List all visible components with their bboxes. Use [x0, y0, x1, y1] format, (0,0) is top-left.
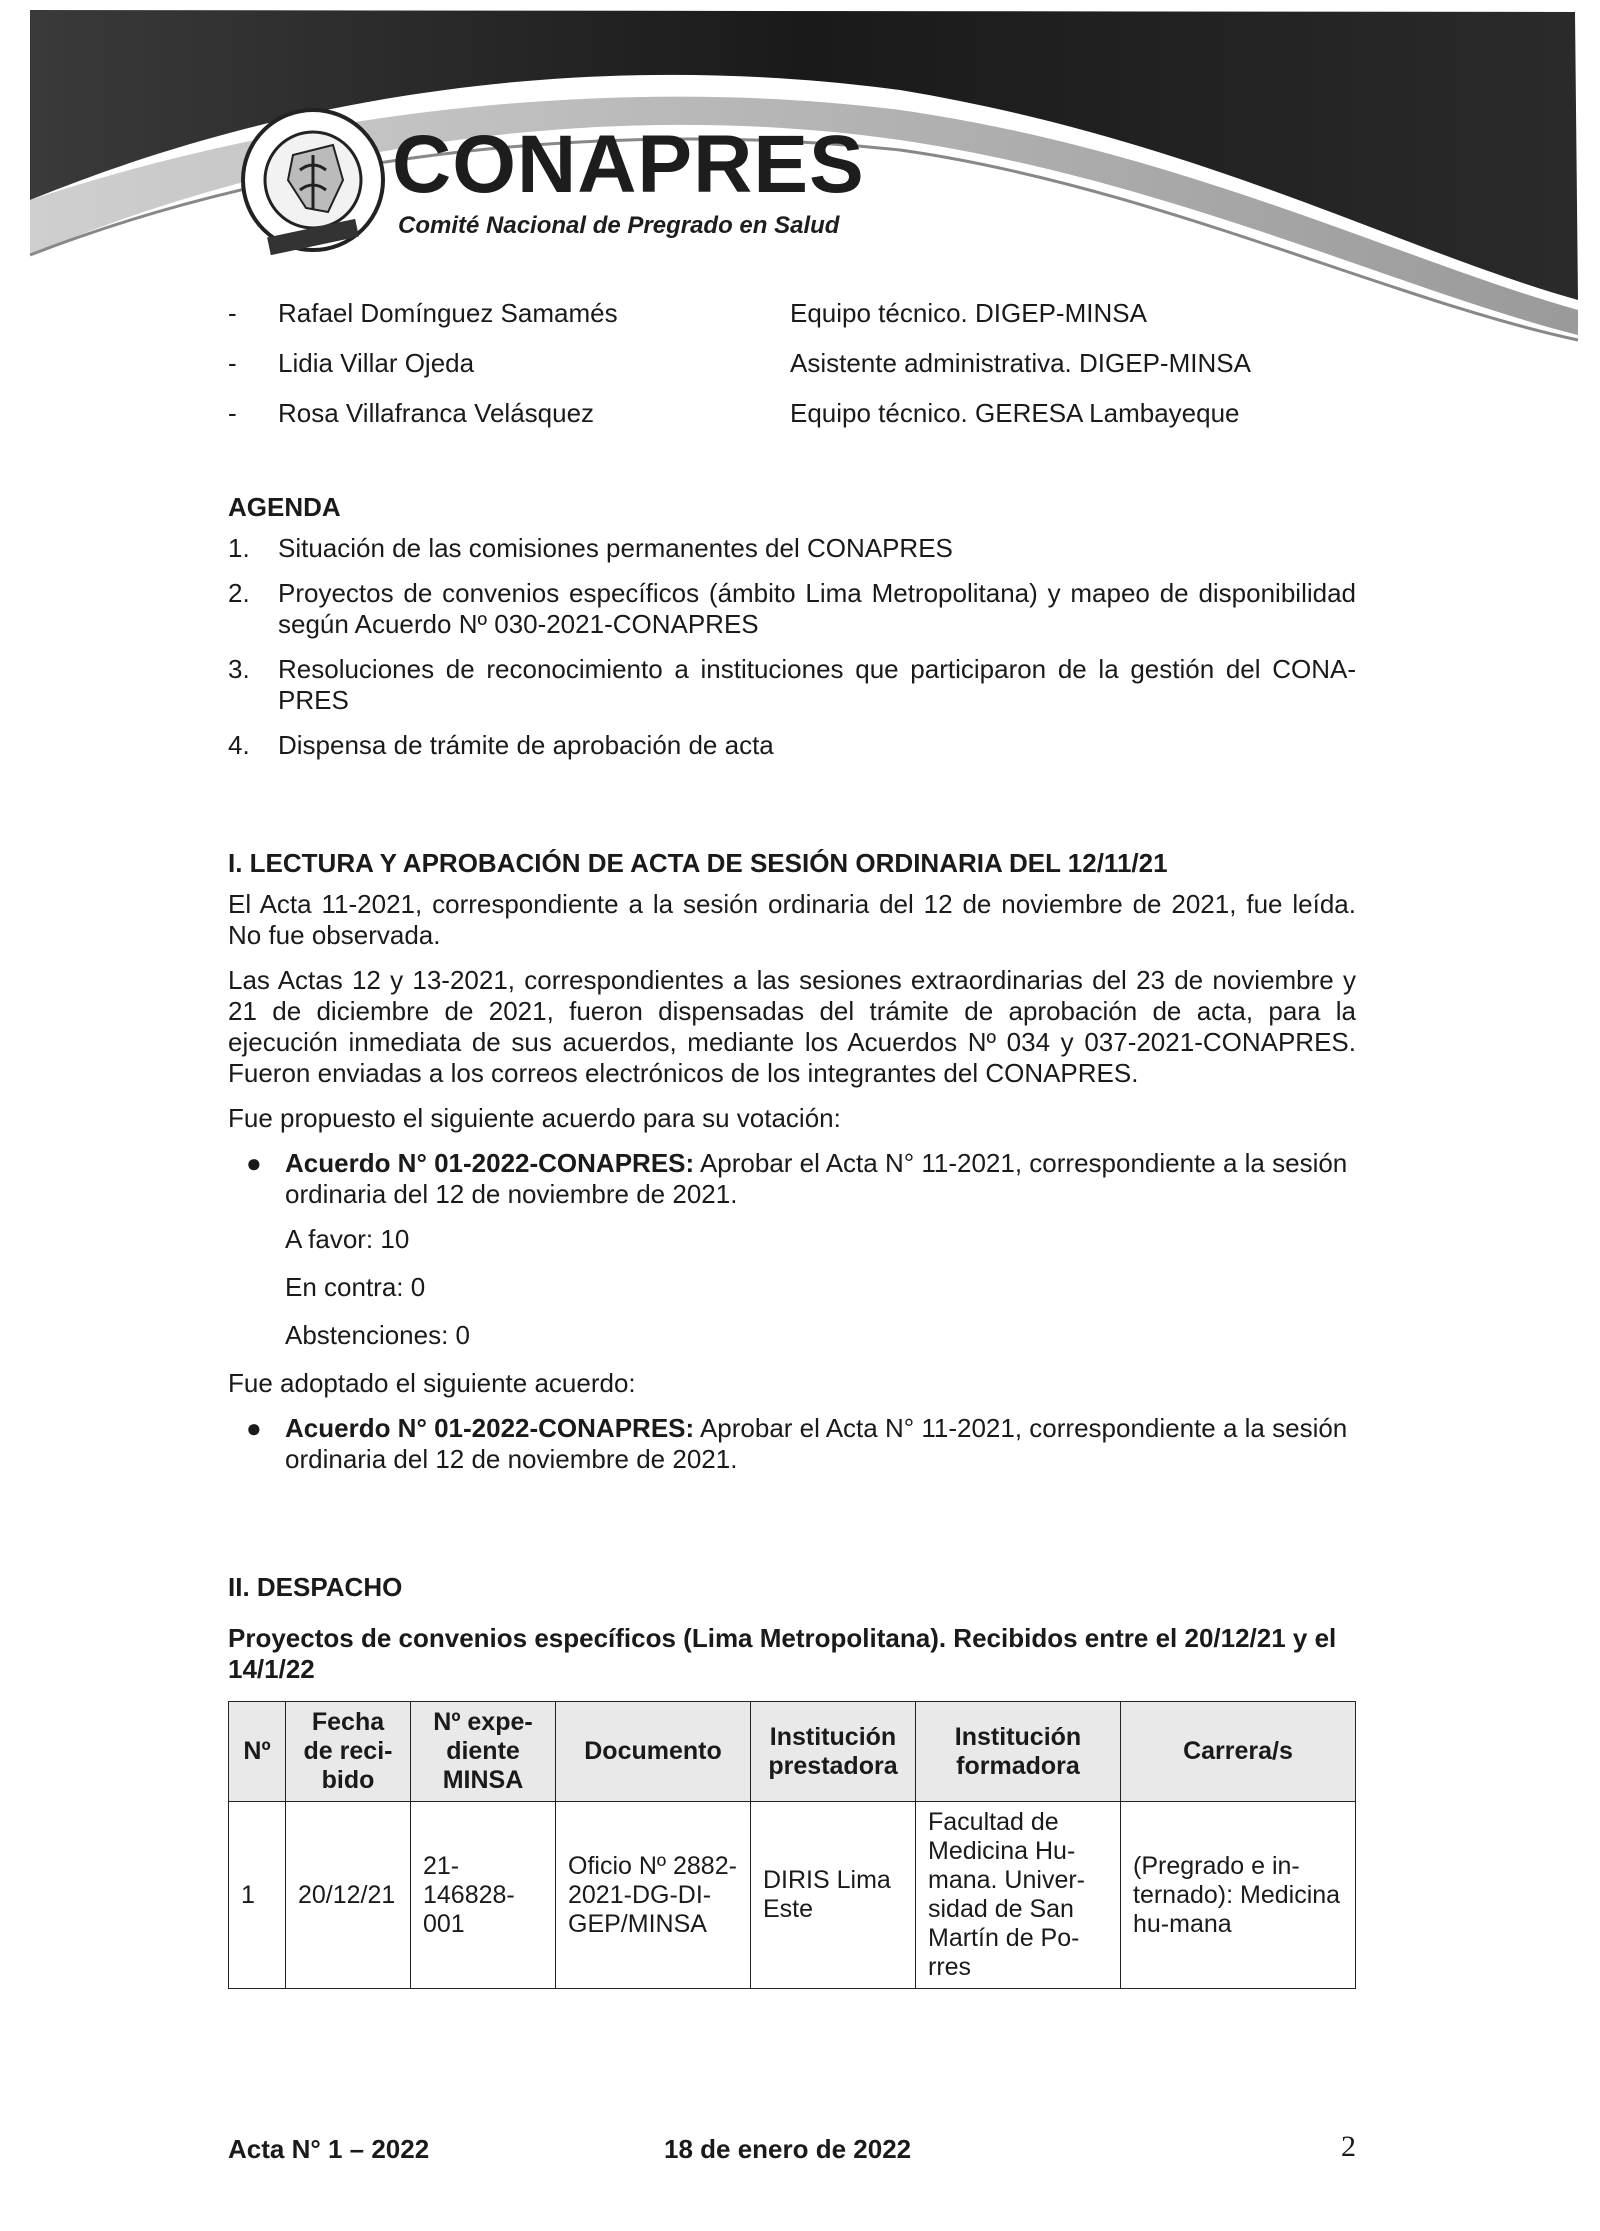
list-dash: -: [228, 398, 237, 428]
table-header-cell: Fecha de reci-bido: [286, 1702, 411, 1802]
agenda-title: AGENDA: [228, 492, 341, 522]
table-cell: Facultad de Medicina Hu-mana. Univer-sidad de San Martín de Po-rres: [916, 1802, 1121, 1989]
section-title: II. DESPACHO: [228, 1572, 403, 1602]
section-subtitle: Proyectos de convenios específicos (Lima Metropolitana). Recibidos entre el 20/12/21 y el 14/1/22: [228, 1623, 1337, 1684]
table-cell: Oficio Nº 2882-2021-DG-DI-GEP/MINSA: [556, 1802, 751, 1989]
agenda-item-text: Resoluciones de reconocimiento a instituciones que participaron de la gestión del CONA-PRES: [278, 654, 1356, 715]
logo-subtitle: Comité Nacional de Pregrado en Salud: [398, 212, 840, 239]
section-lectura: [228, 848, 1356, 1489]
agreement-label: Acuerdo N° 01-2022-CONAPRES:: [285, 1148, 695, 1178]
table-header-cell: Institución formadora: [916, 1702, 1121, 1802]
member-name: Rosa Villafranca Velásquez: [278, 398, 595, 428]
paragraph: Fue propuesto el siguiente acuerdo para su votación:: [228, 1103, 841, 1133]
table-row: [229, 1802, 1356, 1989]
logo-title: CONAPRES: [392, 119, 865, 210]
vote-abstenciones: Abstenciones: 0: [285, 1320, 471, 1350]
table-cell: DIRIS Lima Este: [751, 1802, 916, 1989]
paragraph: Fue adoptado el siguiente acuerdo:: [228, 1368, 636, 1398]
member-row: [228, 348, 1356, 398]
agenda-item: [228, 533, 1356, 564]
member-role: Asistente administrativa. DIGEP-MINSA: [790, 348, 1251, 378]
agenda-item: [228, 654, 1356, 716]
agreement-text: [285, 1413, 1356, 1475]
paragraph: El Acta 11-2021, correspondiente a la sesión ordinaria del 12 de noviembre de 2021, fue leída. No fue observada.: [228, 889, 1356, 950]
agreement-body: Aprobar el Acta N° 11-2021, correspondiente a la sesión ordinaria del 12 de noviembre de 2021.: [285, 1148, 1348, 1209]
list-dash: -: [228, 298, 237, 328]
paragraph: Las Actas 12 y 13-2021, correspondientes a las sesiones extraordinarias del 23 de noviembre y 21 de diciembre de 2021, fueron dispensadas del trámite de aprobación de acta, para la ejecución inmediata de sus acuerdos, mediante los Acuerdos Nº 034 y 037-2021-CONAPRES. Fueron enviadas a los correos electrónicos de los integrantes del CONAPRES.: [228, 965, 1356, 1088]
table-cell: 20/12/21: [286, 1802, 411, 1989]
member-name: Rafael Domínguez Samamés: [278, 298, 618, 328]
member-row: [228, 398, 1356, 448]
agenda-item-number: 1.: [228, 533, 250, 563]
members-list: [228, 298, 1356, 448]
bullet-dot: ●: [246, 1148, 262, 1178]
agenda-list: [228, 533, 1356, 761]
conapres-seal-logo: [238, 100, 388, 260]
section-despacho: [228, 1572, 1356, 1989]
member-name: Lidia Villar Ojeda: [278, 348, 475, 378]
agreement-label: Acuerdo N° 01-2022-CONAPRES:: [285, 1413, 695, 1443]
section-title: I. LECTURA Y APROBACIÓN DE ACTA DE SESIÓN ORDINARIA DEL 12/11/21: [228, 848, 1168, 878]
agreement-text: [285, 1148, 1356, 1210]
agenda-item-number: 3.: [228, 654, 250, 684]
vote-results: [228, 1224, 1356, 1351]
bullet-dot: ●: [246, 1413, 262, 1443]
vote-favor: A favor: 10: [285, 1224, 410, 1254]
member-role: Equipo técnico. GERESA Lambayeque: [790, 398, 1240, 428]
table-header-cell: Nº: [229, 1702, 286, 1802]
agenda-item-number: 2.: [228, 578, 250, 608]
agenda-item-text: Proyectos de convenios específicos (ámbito Lima Metropolitana) y mapeo de disponibilidad según Acuerdo Nº 030-2021-CONAPRES: [278, 578, 1356, 639]
vote-contra: En contra: 0: [285, 1272, 426, 1302]
footer-date: 18 de enero de 2022: [664, 2134, 912, 2164]
table-cell: 21-146828-001: [411, 1802, 556, 1989]
page-number: 2: [1341, 2130, 1356, 2163]
agenda-item: [228, 578, 1356, 640]
agenda-item-number: 4.: [228, 730, 250, 760]
agenda-section: [228, 492, 1356, 775]
agreement-bullet: [228, 1413, 1356, 1475]
list-dash: -: [228, 348, 237, 378]
table-header-cell: Documento: [556, 1702, 751, 1802]
table-header-cell: Nº expe-diente MINSA: [411, 1702, 556, 1802]
agenda-item-text: Situación de las comisiones permanentes del CONAPRES: [278, 533, 953, 563]
table-header-cell: Institución prestadora: [751, 1702, 916, 1802]
member-row: [228, 298, 1356, 348]
table-cell: (Pregrado e in-ternado): Medicina hu-mana: [1121, 1802, 1356, 1989]
table-cell: 1: [229, 1802, 286, 1989]
agenda-item-text: Dispensa de trámite de aprobación de acta: [278, 730, 774, 760]
convenios-table: [228, 1701, 1356, 1989]
agenda-item: [228, 730, 1356, 761]
page-footer: [228, 2130, 1356, 2165]
footer-acta: Acta N° 1 – 2022: [228, 2134, 430, 2164]
member-role: Equipo técnico. DIGEP-MINSA: [790, 298, 1147, 328]
agreement-bullet: [228, 1148, 1356, 1210]
table-header-row: [229, 1702, 1356, 1802]
table-header-cell: Carrera/s: [1121, 1702, 1356, 1802]
agreement-body: Aprobar el Acta N° 11-2021, correspondiente a la sesión ordinaria del 12 de noviembre de 2021.: [285, 1413, 1348, 1474]
